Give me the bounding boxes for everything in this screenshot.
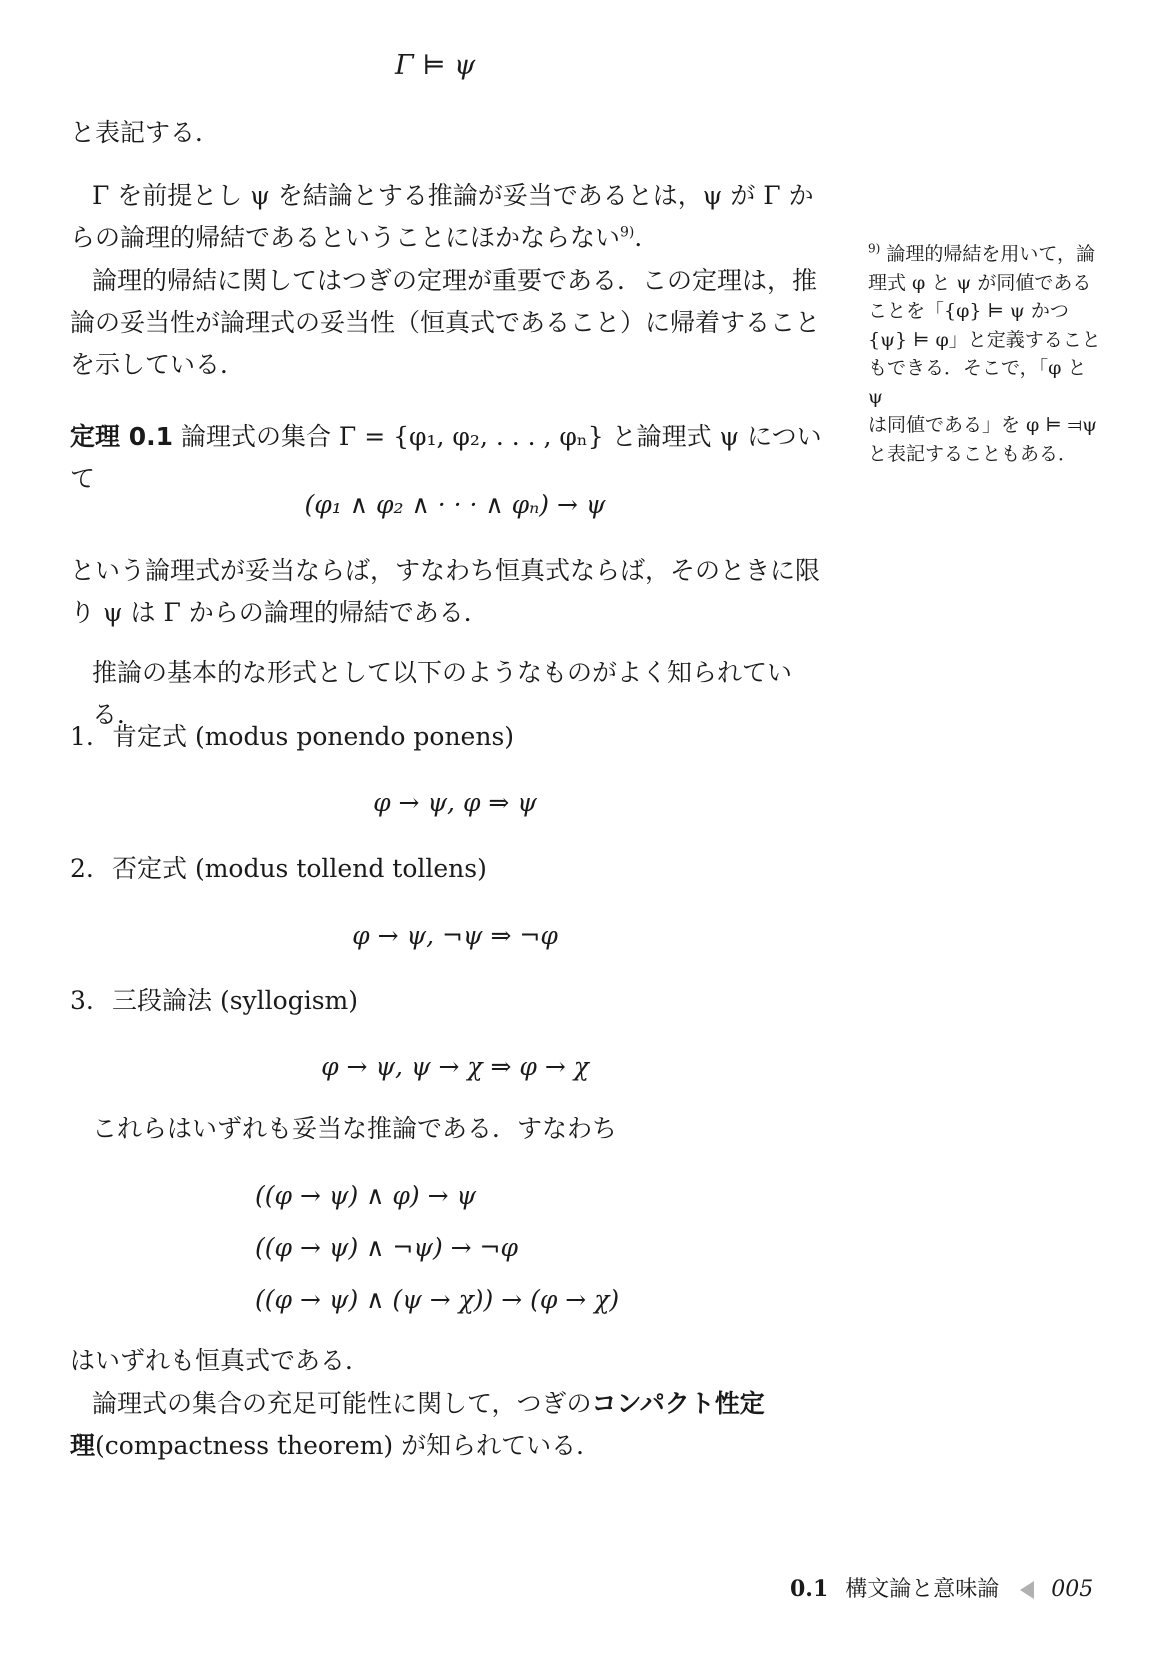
rule-3-name: 三段論法 (syllogism)	[112, 986, 358, 1015]
section-number: 0.1	[790, 1576, 829, 1602]
tautology-2: ((φ → ψ) ∧ ¬ψ) → ¬φ	[255, 1233, 519, 1262]
paragraph-2-end: ．	[634, 223, 660, 252]
rule-2-num: 2.	[70, 854, 94, 883]
rule-1-num: 1.	[70, 722, 94, 751]
sidenote-line-1	[868, 240, 1106, 269]
rule-2	[70, 848, 840, 890]
paragraph-7-line-1	[92, 1383, 840, 1425]
paragraph-3-line-2: 論の妥当性が論理式の妥当性（恒真式であること）に帰着すること	[70, 308, 821, 337]
rule-3-num: 3.	[70, 986, 94, 1015]
footnote-mark-9[interactable]: 9)	[620, 224, 635, 241]
rule-1-formula: φ → ψ, φ ⇒ ψ	[373, 788, 537, 817]
paragraph-7-text-end: (compactness theorem) が知られている．	[95, 1431, 602, 1460]
rule-2-name: 否定式 (modus tollend tollens)	[112, 854, 487, 883]
sidenote-line-5: もできる．そこで，「φ と ψ	[868, 357, 1087, 408]
theorem-statement: 論理式の集合 Γ = {φ₁, φ₂, . . . , φₙ} と論理式 ψ について	[70, 422, 822, 493]
paragraph-7-text: 論理式の集合の充足可能性に関して，つぎの	[92, 1389, 592, 1418]
sidenote-line-3: ことを「{φ} ⊨ ψ かつ	[868, 300, 1069, 322]
compactness-term: コンパクト性定	[591, 1389, 765, 1418]
sidenote-text-1: 論理的帰結を用いて，論	[886, 243, 1095, 265]
tautology-1: ((φ → ψ) ∧ φ) → ψ	[255, 1181, 477, 1210]
sidenote-line-6: は同値である」を φ ⊨ ⫤ψ	[868, 414, 1097, 436]
rule-1	[70, 716, 840, 758]
compactness-term-end: 理	[70, 1431, 96, 1460]
paragraph-6: はいずれも恒真式である．	[70, 1346, 371, 1375]
paragraph-1: と表記する．	[70, 118, 221, 147]
paragraph-3-line-1: 論理的帰結に関してはつぎの定理が重要である．この定理は，推	[92, 266, 818, 295]
sidenote-mark: 9)	[868, 241, 881, 256]
paragraph-3-line-3: を示している．	[70, 350, 246, 379]
paragraph-5: これらはいずれも妥当な推論である．すなわち	[92, 1114, 618, 1143]
top-equation: Γ ⊨ ψ	[395, 50, 476, 81]
triangle-left-icon	[1020, 1581, 1034, 1599]
theorem-label: 定理 0.1	[70, 422, 173, 451]
paragraph-4: 推論の基本的な形式として以下のようなものがよく知られている．	[92, 658, 793, 729]
rule-3-formula: φ → ψ, ψ → χ ⇒ φ → χ	[321, 1052, 589, 1081]
tautology-3: ((φ → ψ) ∧ (ψ → χ)) → (φ → χ)	[255, 1285, 620, 1314]
theorem-tail-line-2: り ψ は Γ からの論理的帰結である．	[70, 598, 489, 627]
section-title: 構文論と意味論	[845, 1577, 1000, 1602]
sidenote-line-2: 理式 φ と ψ が同値である	[868, 271, 1092, 294]
rule-1-name: 肯定式 (modus ponendo ponens)	[112, 722, 515, 751]
rule-2-formula: φ → ψ, ¬ψ ⇒ ¬φ	[352, 921, 558, 950]
theorem-formula: (φ₁ ∧ φ₂ ∧ · · · ∧ φₙ) → ψ	[304, 490, 606, 519]
sidenote-9	[868, 240, 1106, 468]
paragraph-7-line-2	[70, 1425, 840, 1467]
page-footer	[790, 1572, 1110, 1603]
page-number: 005	[1051, 1577, 1094, 1602]
paragraph-2-line-2	[70, 217, 840, 259]
paragraph-2-line-1: Γ を前提とし ψ を結論とする推論が妥当であるとは，ψ が Γ か	[92, 181, 814, 210]
rule-3	[70, 980, 840, 1022]
paragraph-2-text: らの論理的帰結であるということにほかならない	[70, 223, 621, 252]
theorem-tail-line-1: という論理式が妥当ならば，すなわち恒真式ならば，そのときに限	[70, 556, 821, 585]
sidenote-line-7: と表記することもある．	[868, 442, 1078, 465]
sidenote-line-4: {ψ} ⊨ φ」と定義すること	[868, 328, 1101, 351]
